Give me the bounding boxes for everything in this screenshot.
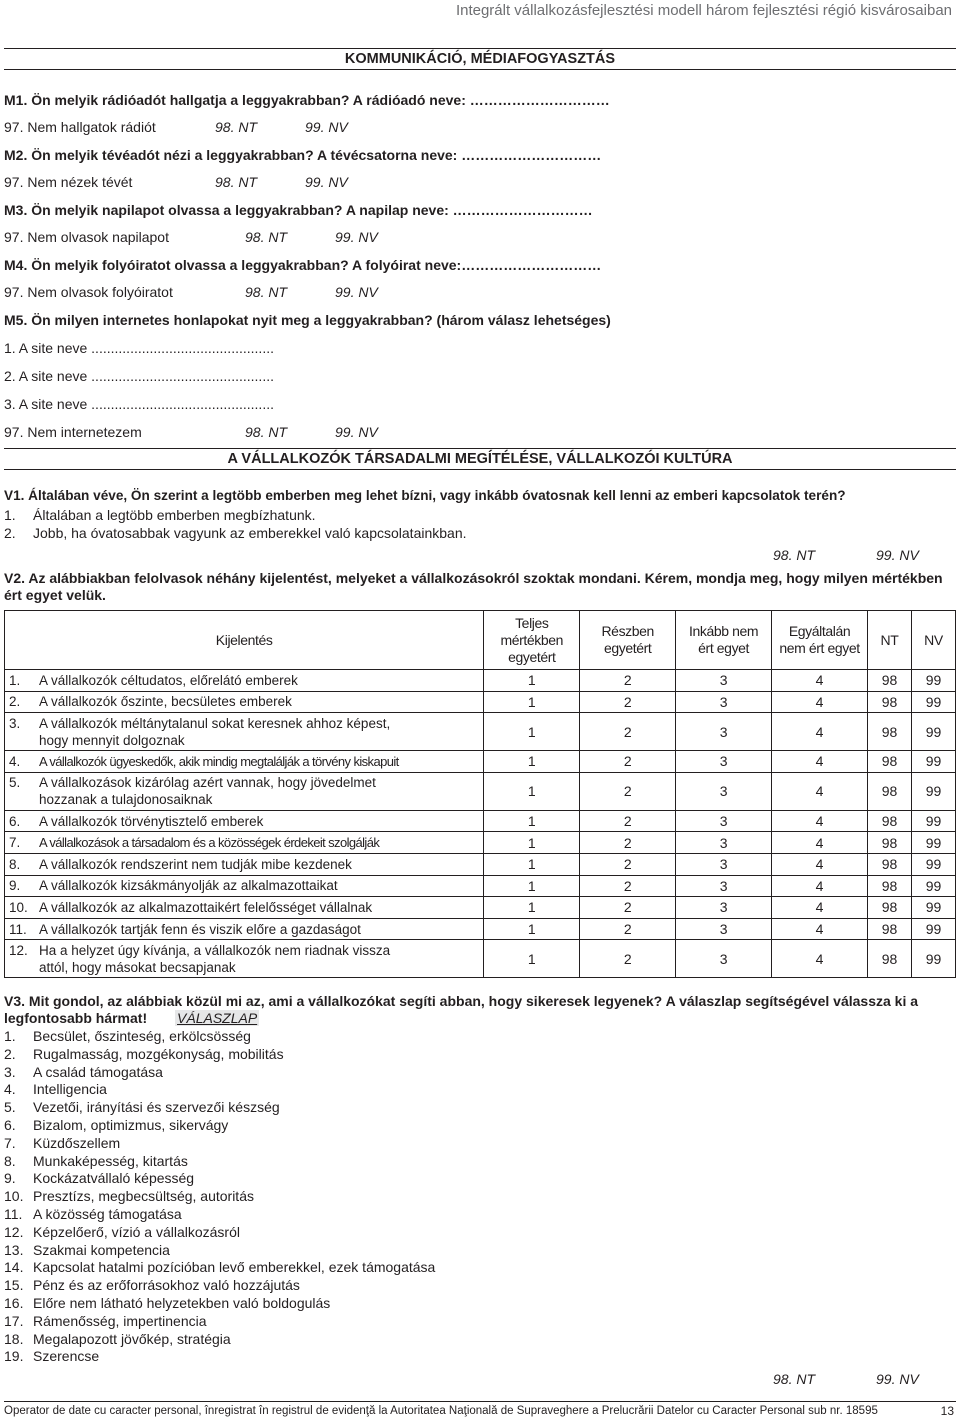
- answer-code-cell[interactable]: 4: [772, 875, 868, 897]
- list-item[interactable]: [4, 1277, 435, 1295]
- table-row: [5, 875, 956, 897]
- answer-code-cell[interactable]: 3: [676, 832, 772, 854]
- list-item-label: Presztízs, megbecsültség, autoritás: [33, 1188, 254, 1205]
- answer-code-cell[interactable]: 1: [484, 810, 580, 832]
- answer-code-cell[interactable]: 4: [772, 772, 868, 810]
- answer-code-cell[interactable]: 1: [484, 918, 580, 940]
- answer-code-cell[interactable]: 3: [676, 853, 772, 875]
- statement-cell: [5, 670, 484, 692]
- statement-text: A vállalkozók őszinte, becsületes emberek: [39, 694, 292, 710]
- list-item-label: Képzelőerő, vízió a vállalkozásról: [33, 1223, 240, 1240]
- answer-code-cell[interactable]: 3: [676, 670, 772, 692]
- answer-code-cell[interactable]: 1: [484, 691, 580, 713]
- list-item-label: Kockázatvállaló képesség: [33, 1170, 195, 1187]
- list-item-label: Munkaképesség, kitartás: [33, 1152, 188, 1169]
- statement-text: A vállalkozók az alkalmazottaikért felelősséget vállalnak: [39, 899, 373, 915]
- answer-code-cell[interactable]: 1: [484, 713, 580, 751]
- v3-option-98: 98. NT: [773, 1371, 816, 1387]
- answer-code-cell[interactable]: 4: [772, 751, 868, 773]
- answer-code-cell[interactable]: 3: [676, 691, 772, 713]
- answer-code-cell[interactable]: 98: [868, 772, 912, 810]
- answer-code-cell[interactable]: 2: [580, 670, 676, 692]
- answer-code-cell[interactable]: 3: [676, 810, 772, 832]
- section-title-communication: KOMMUNIKÁCIÓ, MÉDIAFOGYASZTÁS: [4, 48, 956, 70]
- answer-code-cell[interactable]: 2: [580, 810, 676, 832]
- col-header-fully-agree: Teljes mértékben egyetért: [484, 611, 580, 670]
- m5-site-3: 3. A site neve ...............................................: [4, 396, 274, 412]
- list-item[interactable]: [4, 1259, 435, 1277]
- v3-answer-list: [4, 1028, 435, 1366]
- list-item-number: 15.: [4, 1277, 24, 1294]
- list-item[interactable]: [4, 1135, 435, 1153]
- answer-code-cell[interactable]: 99: [911, 832, 955, 854]
- answer-code-cell[interactable]: 2: [580, 875, 676, 897]
- statement-cell: [5, 772, 484, 810]
- answer-code-cell[interactable]: 99: [911, 940, 955, 978]
- statement-cell: [5, 751, 484, 773]
- answer-code-cell[interactable]: 4: [772, 713, 868, 751]
- list-item[interactable]: [4, 1170, 435, 1188]
- answer-code-cell[interactable]: 98: [868, 810, 912, 832]
- m4-option-99: 99. NV: [335, 284, 378, 300]
- list-item[interactable]: [4, 1331, 435, 1349]
- table-row: [5, 918, 956, 940]
- answer-code-cell[interactable]: 98: [868, 713, 912, 751]
- table-row: [5, 713, 956, 751]
- answer-card-tag: VÁLASZLAP: [177, 1010, 258, 1026]
- answer-code-cell[interactable]: 98: [868, 897, 912, 919]
- answer-code-cell[interactable]: 99: [911, 772, 955, 810]
- answer-code-cell[interactable]: 1: [484, 751, 580, 773]
- answer-code-cell[interactable]: 4: [772, 940, 868, 978]
- answer-code-cell[interactable]: 1: [484, 940, 580, 978]
- list-item-label: Kapcsolat hatalmi pozícióban levő emberekkel, ezek támogatása: [33, 1259, 436, 1276]
- answer-code-cell[interactable]: 98: [868, 853, 912, 875]
- m4-option-98: 98. NT: [245, 284, 288, 300]
- list-item-number: 17.: [4, 1312, 24, 1329]
- v1-answer-2-number: 2.: [4, 525, 16, 541]
- answer-code-cell[interactable]: 2: [580, 832, 676, 854]
- list-item[interactable]: [4, 1295, 435, 1313]
- statement-text-continued: attól, hogy másokat becsapjanak: [39, 959, 236, 975]
- col-header-fully-disagree: Egyáltalán nem ért egyet: [772, 611, 868, 670]
- answer-code-cell[interactable]: 99: [911, 918, 955, 940]
- statement-number: 10.: [9, 899, 28, 915]
- list-item[interactable]: [4, 1313, 435, 1331]
- m2-option-97: 97. Nem nézek tévét: [4, 174, 133, 190]
- statement-number: 5.: [9, 775, 21, 791]
- answer-code-cell[interactable]: 99: [911, 751, 955, 773]
- list-item[interactable]: [4, 1153, 435, 1171]
- list-item[interactable]: [4, 1188, 435, 1206]
- list-item[interactable]: [4, 1117, 435, 1135]
- list-item[interactable]: [4, 1099, 435, 1117]
- v1-answer-1: Általában a legtöbb emberben megbízhatunk.: [33, 507, 316, 523]
- m1-option-97: 97. Nem hallgatok rádiót: [4, 119, 156, 135]
- list-item[interactable]: [4, 1348, 435, 1366]
- answer-code-cell[interactable]: 3: [676, 713, 772, 751]
- list-item-label: Rugalmasság, mozgékonyság, mobilitás: [33, 1045, 284, 1062]
- m5-option-99: 99. NV: [335, 424, 378, 440]
- v3-option-99: 99. NV: [876, 1371, 919, 1387]
- v1-option-98: 98. NT: [773, 547, 816, 563]
- list-item-label: Rámenősség, impertinencia: [33, 1312, 207, 1329]
- answer-code-cell[interactable]: 3: [676, 918, 772, 940]
- m1-option-98: 98. NT: [215, 119, 258, 135]
- m3-option-98: 98. NT: [245, 229, 288, 245]
- statement-number: 6.: [9, 813, 21, 829]
- question-m2: M2. Ön melyik tévéadót nézi a leggyakrabban? A tévécsatorna neve: …………………………: [4, 147, 602, 163]
- answer-code-cell[interactable]: 99: [911, 670, 955, 692]
- statement-text: A vállalkozók kizsákmányolják az alkalmazottaikat: [39, 878, 338, 894]
- list-item[interactable]: [4, 1224, 435, 1242]
- m5-site-1: 1. A site neve ...............................................: [4, 340, 274, 356]
- statement-text: A vállalkozók ügyeskedők, akik mindig megtalálják a törvény kiskapuit: [39, 753, 399, 769]
- answer-code-cell[interactable]: 2: [580, 897, 676, 919]
- m2-option-98: 98. NT: [215, 174, 258, 190]
- footer-text: Operator de date cu caracter personal, înregistrat în registrul de evidenţă la Autoritatea Naţională de Supraveghere a Prelucrării Datelor cu Caracter Personal sub nr. 18595: [4, 1405, 878, 1417]
- statement-cell: [5, 897, 484, 919]
- agreement-table: [4, 610, 956, 978]
- list-item-label: Megalapozott jövőkép, stratégia: [33, 1330, 231, 1347]
- answer-code-cell[interactable]: 2: [580, 751, 676, 773]
- table-row: [5, 897, 956, 919]
- question-m3: M3. Ön melyik napilapot olvassa a leggyakrabban? A napilap neve: …………………………: [4, 202, 593, 218]
- col-header-nt: NT: [868, 611, 912, 670]
- list-item-number: 4.: [4, 1081, 16, 1098]
- v1-option-99: 99. NV: [876, 547, 919, 563]
- answer-code-cell[interactable]: 98: [868, 670, 912, 692]
- answer-code-cell[interactable]: 1: [484, 875, 580, 897]
- statement-text: A vállalkozók méltánytalanul sokat keresnek ahhoz képest,: [39, 715, 391, 731]
- answer-code-cell[interactable]: 99: [911, 875, 955, 897]
- v1-answer-1-number: 1.: [4, 507, 16, 523]
- list-item-number: 1.: [4, 1028, 16, 1044]
- m4-option-97: 97. Nem olvasok folyóiratot: [4, 284, 173, 300]
- answer-code-cell[interactable]: 2: [580, 772, 676, 810]
- list-item-label: Becsület, őszinteség, erkölcsösség: [33, 1028, 251, 1044]
- statement-number: 4.: [9, 753, 21, 769]
- list-item-label: Szakmai kompetencia: [33, 1241, 170, 1258]
- table-row: [5, 940, 956, 978]
- list-item-number: 11.: [4, 1205, 23, 1222]
- answer-code-cell[interactable]: 98: [868, 691, 912, 713]
- m5-option-98: 98. NT: [245, 424, 288, 440]
- table-row: [5, 772, 956, 810]
- list-item-label: Küzdőszellem: [33, 1134, 121, 1151]
- answer-code-cell[interactable]: 98: [868, 875, 912, 897]
- statement-cell: [5, 875, 484, 897]
- table-row: [5, 751, 956, 773]
- answer-code-cell[interactable]: 1: [484, 853, 580, 875]
- answer-code-cell[interactable]: 98: [868, 918, 912, 940]
- question-v1: V1. Általában véve, Ön szerint a legtöbb emberben meg lehet bízni, vagy inkább óvatosnak kell lenni az emberi kapcsolatok terén?: [4, 488, 846, 503]
- list-item-number: 2.: [4, 1045, 16, 1062]
- table-row: [5, 853, 956, 875]
- list-item-number: 7.: [4, 1134, 16, 1151]
- col-header-partly-agree: Részben egyetért: [580, 611, 676, 670]
- statement-cell: [5, 691, 484, 713]
- statement-cell: [5, 918, 484, 940]
- statement-text: A vállalkozók rendszerint nem tudják mibe kezdenek: [39, 856, 352, 872]
- list-item-number: 13.: [4, 1241, 24, 1258]
- statement-cell: [5, 713, 484, 751]
- m1-option-99: 99. NV: [305, 119, 348, 135]
- answer-code-cell[interactable]: 4: [772, 832, 868, 854]
- section-title-entrepreneurs: A VÁLLALKOZÓK TÁRSADALMI MEGÍTÉLÉSE, VÁLLALKOZÓI KULTÚRA: [4, 448, 956, 470]
- table-row: [5, 670, 956, 692]
- answer-code-cell[interactable]: 4: [772, 670, 868, 692]
- statement-text: A vállalkozások kizárólag azért vannak, hogy jövedelmet: [39, 775, 376, 791]
- table-row: [5, 810, 956, 832]
- answer-code-cell[interactable]: 4: [772, 691, 868, 713]
- answer-code-cell[interactable]: 3: [676, 875, 772, 897]
- statement-number: 11.: [9, 921, 27, 937]
- answer-code-cell[interactable]: 2: [580, 918, 676, 940]
- statement-cell: [5, 853, 484, 875]
- answer-code-cell[interactable]: 3: [676, 751, 772, 773]
- list-item-number: 19.: [4, 1348, 24, 1365]
- statement-number: 7.: [9, 835, 21, 851]
- answer-code-cell[interactable]: 3: [676, 940, 772, 978]
- list-item-number: 12.: [4, 1223, 24, 1240]
- statement-text-continued: hozzanak a tulajdonosaiknak: [39, 792, 213, 808]
- list-item-label: Pénz és az erőforrásokhoz való hozzájutás: [33, 1277, 300, 1294]
- answer-code-cell[interactable]: 99: [911, 897, 955, 919]
- list-item[interactable]: [4, 1046, 435, 1064]
- answer-code-cell[interactable]: 99: [911, 713, 955, 751]
- m5-option-97: 97. Nem internetezem: [4, 424, 142, 440]
- col-header-statement: Kijelentés: [5, 611, 484, 670]
- list-item-number: 5.: [4, 1099, 16, 1116]
- answer-code-cell[interactable]: 4: [772, 810, 868, 832]
- list-item-label: Előre nem látható helyzetekben való boldogulás: [33, 1294, 331, 1311]
- statement-number: 12.: [9, 942, 28, 958]
- m3-option-97: 97. Nem olvasok napilapot: [4, 229, 169, 245]
- answer-code-cell[interactable]: 4: [772, 897, 868, 919]
- answer-code-cell[interactable]: 99: [911, 691, 955, 713]
- statement-number: 1.: [9, 672, 21, 688]
- list-item-number: 6.: [4, 1116, 16, 1133]
- statement-number: 3.: [9, 715, 21, 731]
- list-item[interactable]: [4, 1242, 435, 1260]
- question-v2: V2. Az alábbiakban felolvasok néhány kijelentést, melyeket a vállalkozásokról szoktak mondani. Kérem, mondja meg, hogy milyen mértékben ért egyet velük.: [4, 570, 943, 603]
- list-item[interactable]: [4, 1028, 435, 1046]
- list-item-number: 3.: [4, 1063, 16, 1080]
- statement-number: 9.: [9, 878, 21, 894]
- answer-code-cell[interactable]: 2: [580, 691, 676, 713]
- m2-option-99: 99. NV: [305, 174, 348, 190]
- list-item-number: 10.: [4, 1188, 24, 1205]
- list-item-label: A közösség támogatása: [33, 1205, 182, 1222]
- statement-number: 2.: [9, 694, 21, 710]
- answer-code-cell[interactable]: 99: [911, 810, 955, 832]
- list-item[interactable]: [4, 1206, 435, 1224]
- answer-code-cell[interactable]: 4: [772, 918, 868, 940]
- page-footer: [4, 1401, 956, 1420]
- table-row: [5, 832, 956, 854]
- answer-code-cell[interactable]: 3: [676, 897, 772, 919]
- list-item-number: 16.: [4, 1294, 24, 1311]
- col-header-rather-disagree: Inkább nem ért egyet: [676, 611, 772, 670]
- answer-code-cell[interactable]: 2: [580, 940, 676, 978]
- list-item-number: 14.: [4, 1259, 24, 1276]
- list-item[interactable]: [4, 1064, 435, 1082]
- answer-code-cell[interactable]: 98: [868, 751, 912, 773]
- question-m4: M4. Ön melyik folyóiratot olvassa a leggyakrabban? A folyóirat neve:…………………………: [4, 257, 602, 273]
- statement-cell: [5, 940, 484, 978]
- statement-text: Ha a helyzet úgy kívánja, a vállalkozók nem riadnak vissza: [39, 942, 391, 958]
- col-header-nv: NV: [911, 611, 955, 670]
- statement-number: 8.: [9, 856, 21, 872]
- question-m5: M5. Ön milyen internetes honlapokat nyit meg a leggyakrabban? (három válasz lehetséges): [4, 312, 611, 328]
- answer-code-cell[interactable]: 1: [484, 832, 580, 854]
- answer-code-cell[interactable]: 2: [580, 713, 676, 751]
- answer-code-cell[interactable]: 99: [911, 853, 955, 875]
- list-item[interactable]: [4, 1081, 435, 1099]
- list-item-number: 18.: [4, 1330, 24, 1347]
- statement-text: A vállalkozók céltudatos, előrelátó emberek: [39, 672, 298, 688]
- statement-text: A vállalkozások a társadalom és a közösségek érdekeit szolgálják: [39, 835, 380, 851]
- statement-cell: [5, 810, 484, 832]
- running-header: Integrált vállalkozásfejlesztési modell három fejlesztési régió kisvárosaiban: [455, 2, 952, 19]
- question-v3: [4, 993, 956, 1027]
- statement-text: A vállalkozók törvénytisztelő emberek: [39, 813, 264, 829]
- list-item-label: Bizalom, optimizmus, sikervágy: [33, 1116, 229, 1133]
- list-item-label: Intelligencia: [33, 1081, 107, 1098]
- list-item-number: 8.: [4, 1152, 16, 1169]
- table-row: [5, 691, 956, 713]
- v1-answer-2: Jobb, ha óvatosabbak vagyunk az emberekkel való kapcsolatainkban.: [33, 525, 467, 541]
- answer-code-cell[interactable]: 4: [772, 853, 868, 875]
- list-item-label: Vezetői, irányítási és szervezői készség: [33, 1099, 280, 1116]
- statement-cell: [5, 832, 484, 854]
- answer-code-cell[interactable]: 98: [868, 832, 912, 854]
- list-item-number: 9.: [4, 1170, 16, 1187]
- list-item-label: A család támogatása: [33, 1063, 163, 1080]
- answer-code-cell[interactable]: 1: [484, 670, 580, 692]
- answer-code-cell[interactable]: 3: [676, 772, 772, 810]
- question-v3-text: V3. Mit gondol, az alábbiak közül mi az, ami a vállalkozókat segíti abban, hogy sikeresek legyenek? A válaszlap segítségével válassza ki a legfontosabb hármat!: [4, 993, 919, 1026]
- page-number: 13: [940, 1404, 954, 1418]
- list-item-label: Szerencse: [33, 1348, 100, 1365]
- statement-text-continued: hogy mennyit dolgoznak: [39, 732, 185, 748]
- answer-code-cell[interactable]: 2: [580, 853, 676, 875]
- answer-code-cell[interactable]: 98: [868, 940, 912, 978]
- answer-code-cell[interactable]: 1: [484, 897, 580, 919]
- question-m1: M1. Ön melyik rádióadót hallgatja a leggyakrabban? A rádióadó neve: …………………………: [4, 92, 610, 108]
- m5-site-2: 2. A site neve ...............................................: [4, 368, 274, 384]
- m3-option-99: 99. NV: [335, 229, 378, 245]
- statement-text: A vállalkozók tartják fenn és viszik előre a gazdaságot: [39, 921, 361, 937]
- answer-code-cell[interactable]: 1: [484, 772, 580, 810]
